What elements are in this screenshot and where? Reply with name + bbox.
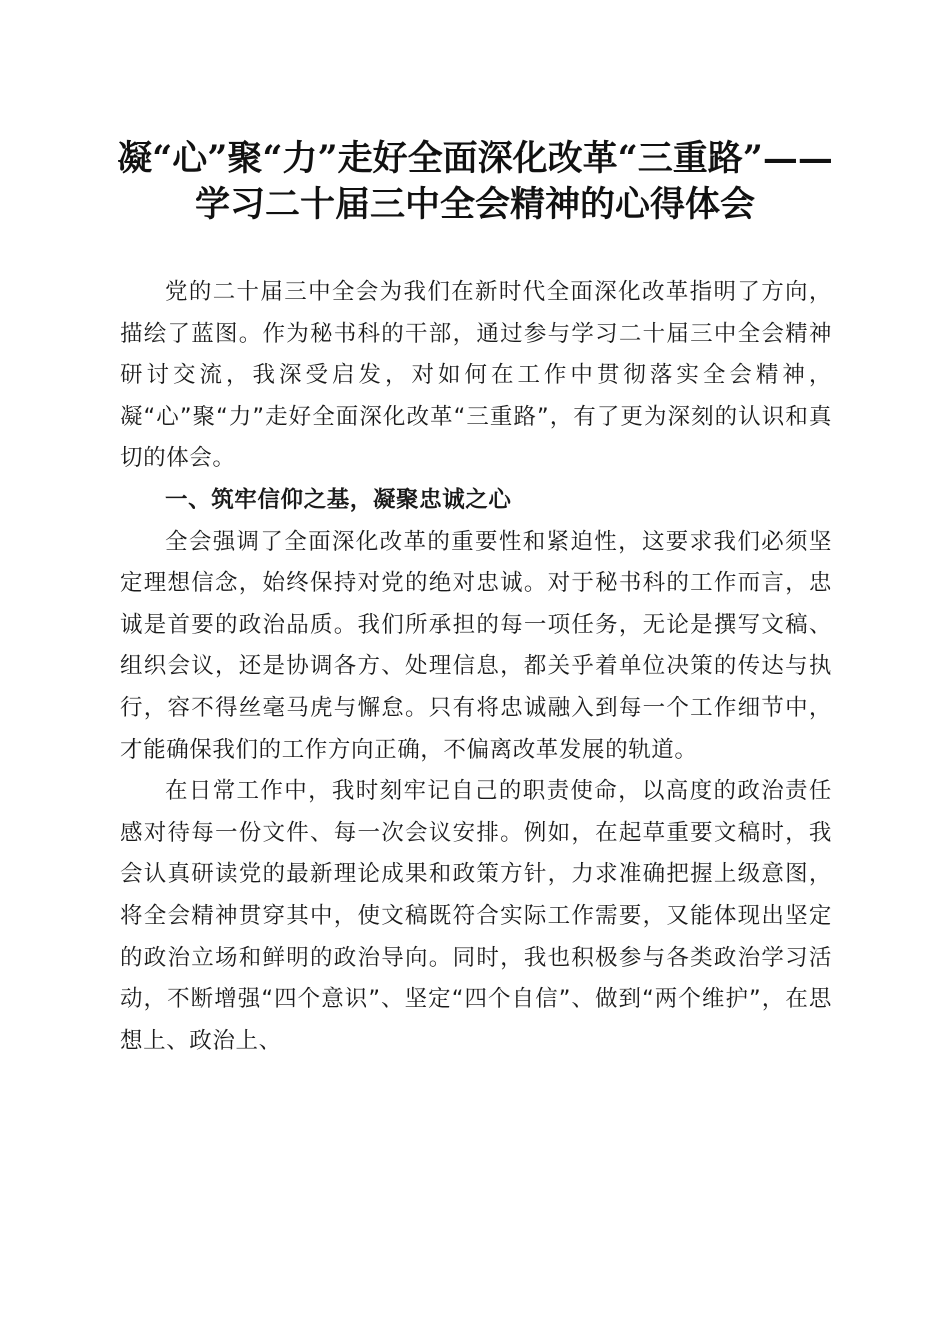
document-body bbox=[120, 272, 832, 1062]
section-heading: 一、筑牢信仰之基，凝聚忠诚之心 bbox=[165, 486, 512, 513]
intro-paragraph: 党的二十届三中全会为我们在新时代全面深化改革指明了方向，描绘了蓝图。作为秘书科的干部，通过参与学习二十届三中全会精神研讨交流，我深受启发，对如何在工作中贯彻落实全会精神，凝“心”聚“力”走好全面深化改革“三重路”，有了更为深刻的认识和真切的体会。 bbox=[120, 279, 832, 472]
document-title: 凝“心”聚“力”走好全面深化改革“三重路”——学习二十届三中全会精神的心得体会 bbox=[117, 138, 833, 225]
section-paragraph-1: 全会强调了全面深化改革的重要性和紧迫性，这要求我们必须坚定理想信念，始终保持对党的绝对忠诚。对于秘书科的工作而言，忠诚是首要的政治品质。我们所承担的每一项任务，无论是撰写文稿、组织会议，还是协调各方、处理信息，都关乎着单位决策的传达与执行，容不得丝毫马虎与懈怠。只有将忠诚融入到每一个工作细节中，才能确保我们的工作方向正确，不偏离改革发展的轨道。 bbox=[120, 528, 832, 763]
section-paragraph-2: 在日常工作中，我时刻牢记自己的职责使命，以高度的政治责任感对待每一份文件、每一次会议安排。例如，在起草重要文稿时，我会认真研读党的最新理论成果和政策方针，力求准确把握上级意图，将全会精神贯穿其中，使文稿既符合实际工作需要，又能体现出坚定的政治立场和鲜明的政治导向。同时，我也积极参与各类政治学习活动，不断增强“四个意识”、坚定“四个自信”、做到“两个维护”，在思想上、政治上、 bbox=[120, 778, 832, 1054]
